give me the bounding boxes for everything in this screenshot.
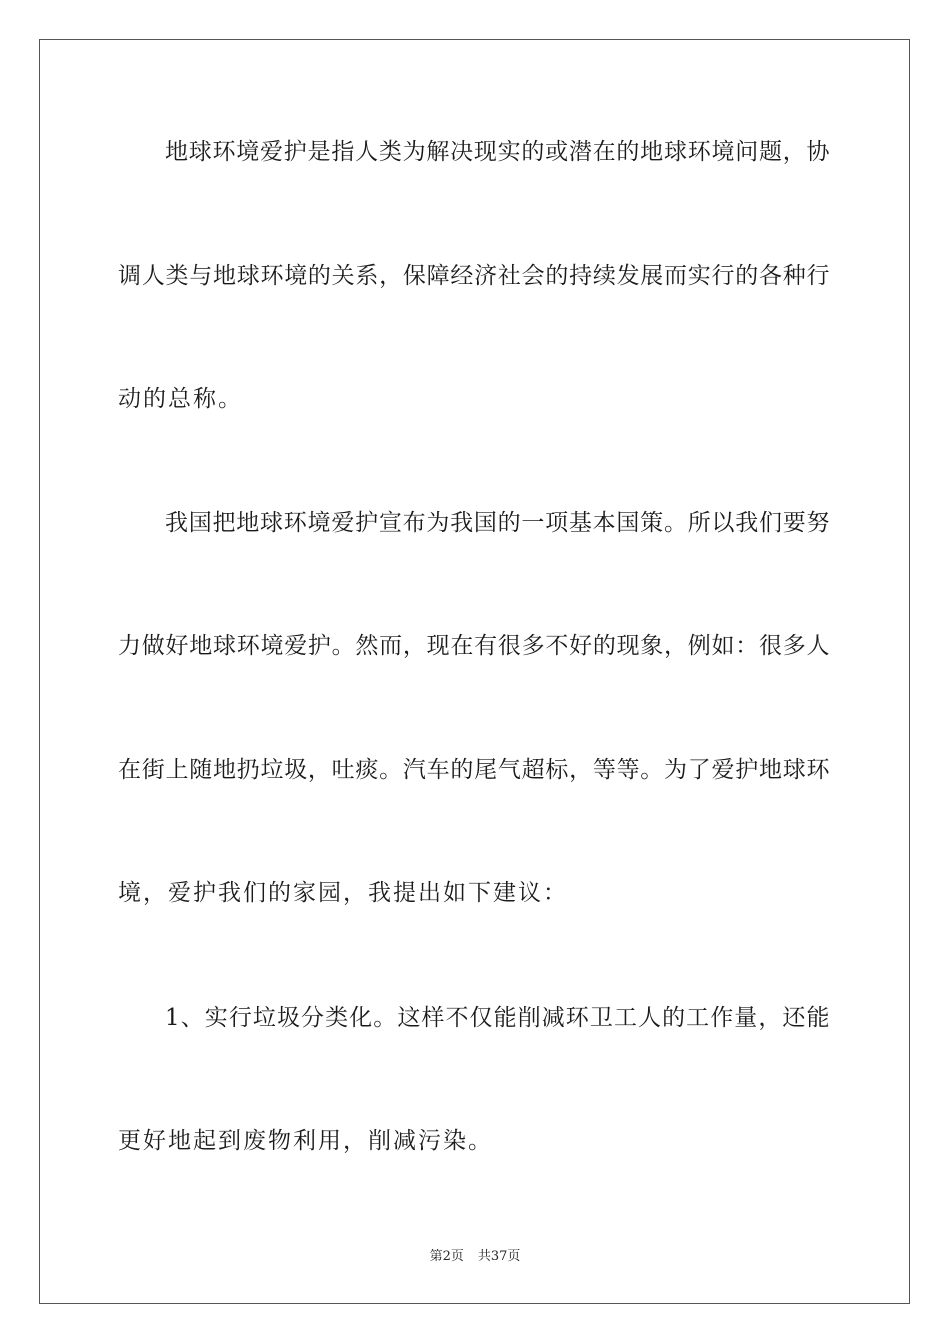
paragraph-3-line-1: 1、实行垃圾分类化。这样不仅能削减环卫工人的工作量，还能 — [165, 1005, 830, 1031]
page-border — [39, 39, 910, 1304]
page-number: 第2页 — [429, 1249, 464, 1264]
page-footer — [0, 1247, 950, 1267]
paragraph-3-line-2: 更好地起到废物利用，削减污染。 — [118, 1128, 493, 1154]
paragraph-1-line-2: 调人类与地球环境的关系，保障经济社会的持续发展而实行的各种行 — [118, 263, 830, 289]
paragraph-2-line-3: 在街上随地扔垃圾，吐痰。汽车的尾气超标，等等。为了爱护地球环 — [118, 757, 830, 783]
paragraph-2-line-2: 力做好地球环境爱护。然而，现在有很多不好的现象，例如：很多人 — [118, 633, 830, 659]
paragraph-1-line-1: 地球环境爱护是指人类为解决现实的或潜在的地球环境问题，协 — [165, 139, 830, 165]
paragraph-1-line-3: 动的总称。 — [118, 386, 243, 412]
paragraph-2-line-4: 境，爱护我们的家园，我提出如下建议： — [118, 880, 568, 906]
page-total: 共37页 — [477, 1249, 521, 1264]
paragraph-2-line-1: 我国把地球环境爱护宣布为我国的一项基本国策。所以我们要努 — [165, 510, 830, 536]
